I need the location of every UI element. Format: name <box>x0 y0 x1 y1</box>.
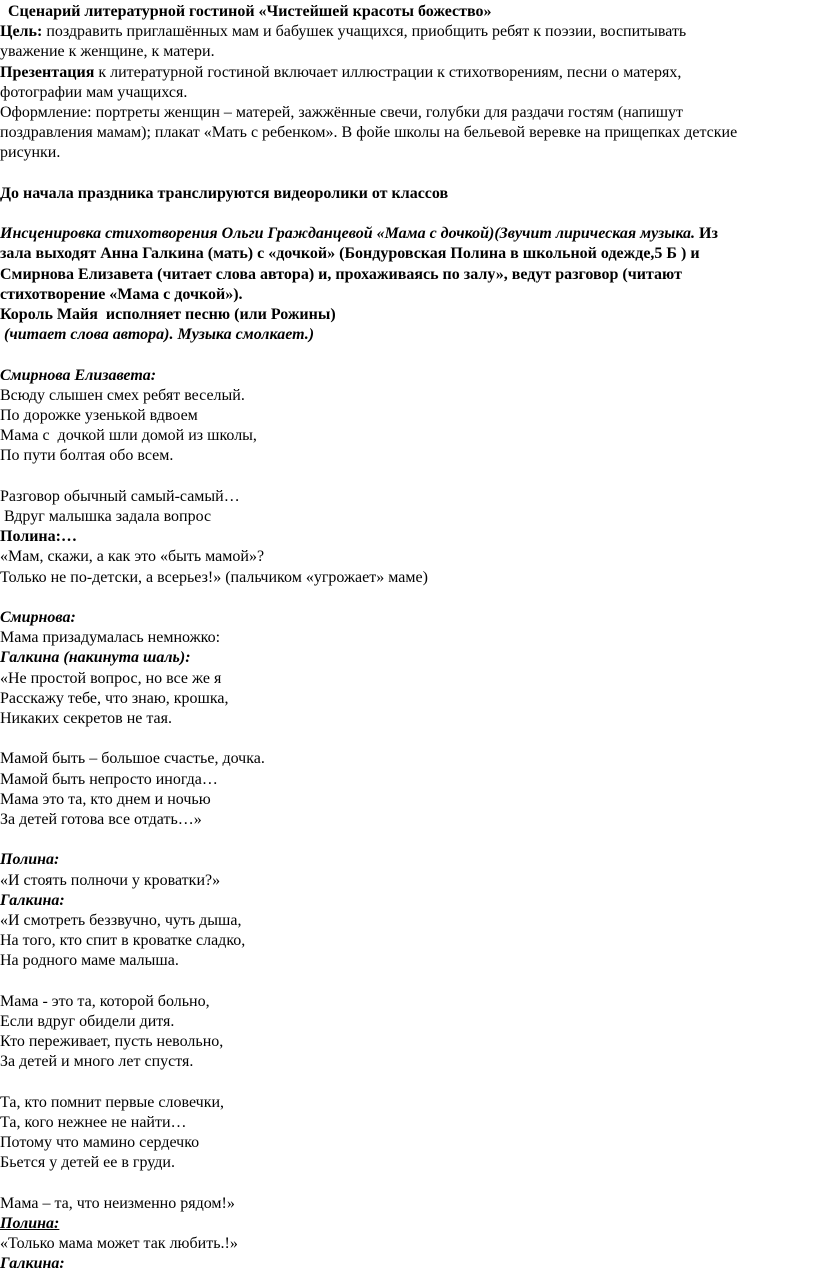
spacer <box>0 729 816 749</box>
staging-line: Смирнова Елизавета (читает слова автора) и, прохаживаясь по залу», ведут разговор (читают <box>0 265 682 283</box>
verse-line: «И стоять полночи у кроватки?» <box>0 871 221 889</box>
document-title: Сценарий литературной гостиной «Чистейшей красоты божество» <box>8 3 492 20</box>
verse-line: За детей и много лет спустя. <box>0 1053 194 1071</box>
verse-line: Мама это та, кто днем и ночью <box>0 790 211 808</box>
speaker-label: Полина:… <box>0 528 77 546</box>
presentation-label: Презентация <box>0 63 95 81</box>
before-start-note: До начала праздника транслируются видеоролики от классов <box>0 184 449 202</box>
verse-line: Мама - это та, которой больно, <box>0 992 210 1010</box>
verse-line: Мама с дочкой шли домой из школы, <box>0 427 257 445</box>
verse-line: Бьется у детей ее в груди. <box>0 1154 175 1172</box>
verse-line: Та, кого нежнее не найти… <box>0 1114 187 1132</box>
speaker-label: Смирнова Елизавета: <box>0 366 157 384</box>
goal-label: Цель: <box>0 23 43 41</box>
verse-line: На того, кто спит в кроватке сладко, <box>0 932 246 950</box>
verse-line: Мама – та, что неизменно рядом!» <box>0 1194 235 1212</box>
verse-line: На родного маме малыша. <box>0 952 179 970</box>
verse-line: Вдруг малышка задала вопрос <box>0 508 212 526</box>
spacer <box>0 588 816 608</box>
staging-line: стихотворение «Мама с дочкой»). <box>0 285 243 303</box>
verse-line: По дорожке узенькой вдвоем <box>0 407 198 425</box>
staging-line: (читает слова автора). Музыка смолкает.) <box>0 326 315 344</box>
spacer <box>0 972 816 992</box>
decor-line: поздравления мамам); плакат «Мать с ребенком». В фойе школы на бельевой веревке на прищепках детские <box>0 124 738 142</box>
spacer <box>0 830 816 850</box>
verse-line: Мамой быть непросто иногда… <box>0 770 218 788</box>
verse-line: Разговор обычный самый-самый… <box>0 487 240 505</box>
staging-italic: Инсценировка стихотворения Ольги Гражданцевой «Мама с дочкой)(Звучит лирическая музыка. <box>0 225 696 243</box>
goal-text-cont: уважение к женщине, к матери. <box>0 43 215 61</box>
spacer <box>0 1174 816 1194</box>
verse-line: «И смотреть беззвучно, чуть дыша, <box>0 912 242 930</box>
verse-line: Мамой быть – большое счастье, дочка. <box>0 750 265 768</box>
verse-line: Только не по-детски, а всерьез!» (пальчиком «угрожает» маме) <box>0 568 428 586</box>
presentation-paragraph <box>0 63 816 83</box>
verse-line: «Не простой вопрос, но все же я <box>0 669 222 687</box>
verse-line: «Только мама может так любить.!» <box>0 1235 238 1253</box>
goal-paragraph <box>0 22 816 42</box>
speaker-label: Смирнова: <box>0 609 76 627</box>
verse-line: По пути болтая обо всем. <box>0 447 174 465</box>
staging-line: Король Майя исполняет песню (или Рожины) <box>0 306 336 324</box>
presentation-text: к литературной гостиной включает иллюстрации к стихотворениям, песни о матерях, <box>94 63 682 81</box>
spacer <box>0 204 816 224</box>
goal-text: поздравить приглашённых мам и бабушек учащихся, приобщить ребят к поэзии, воспитывать <box>42 23 687 41</box>
staging-line: зала выходят Анна Галкина (мать) с «дочкой» (Бондуровская Полина в школьной одежде,5 Б ) и <box>0 245 700 263</box>
speaker-label: Полина: <box>0 851 60 869</box>
staging-line <box>0 224 816 244</box>
spacer <box>0 467 816 487</box>
verse-line: Если вдруг обидели дитя. <box>0 1013 175 1031</box>
speaker-label: Галкина: <box>0 891 65 909</box>
presentation-text-cont: фотографии мам учащихся. <box>0 83 188 101</box>
speaker-label: Галкина: <box>0 1255 65 1273</box>
decor-line: Оформление: портреты женщин – матерей, зажжённые свечи, голубки для раздачи гостям (напишут <box>0 104 684 122</box>
verse-line: Расскажу тебе, что знаю, крошка, <box>0 689 229 707</box>
speaker-label: Полина: <box>0 1215 60 1233</box>
verse-line: За детей готова все отдать…» <box>0 811 202 829</box>
verse-line: Та, кто помнит первые словечки, <box>0 1093 225 1111</box>
verse-line: Мама призадумалась немножко: <box>0 629 221 647</box>
verse-line: Кто переживает, пусть невольно, <box>0 1033 224 1051</box>
decor-line: рисунки. <box>0 144 61 162</box>
verse-line: Никаких секретов не тая. <box>0 710 173 728</box>
verse-line: Всюду слышен смех ребят веселый. <box>0 386 245 404</box>
staging-bold: Из <box>695 225 718 243</box>
speaker-label: Галкина (накинута шаль): <box>0 649 191 667</box>
spacer <box>0 1073 816 1093</box>
spacer <box>0 164 816 184</box>
verse-line: «Мам, скажи, а как это «быть мамой»? <box>0 548 265 566</box>
verse-line: Потому что мамино сердечко <box>0 1134 200 1152</box>
spacer <box>0 345 816 365</box>
